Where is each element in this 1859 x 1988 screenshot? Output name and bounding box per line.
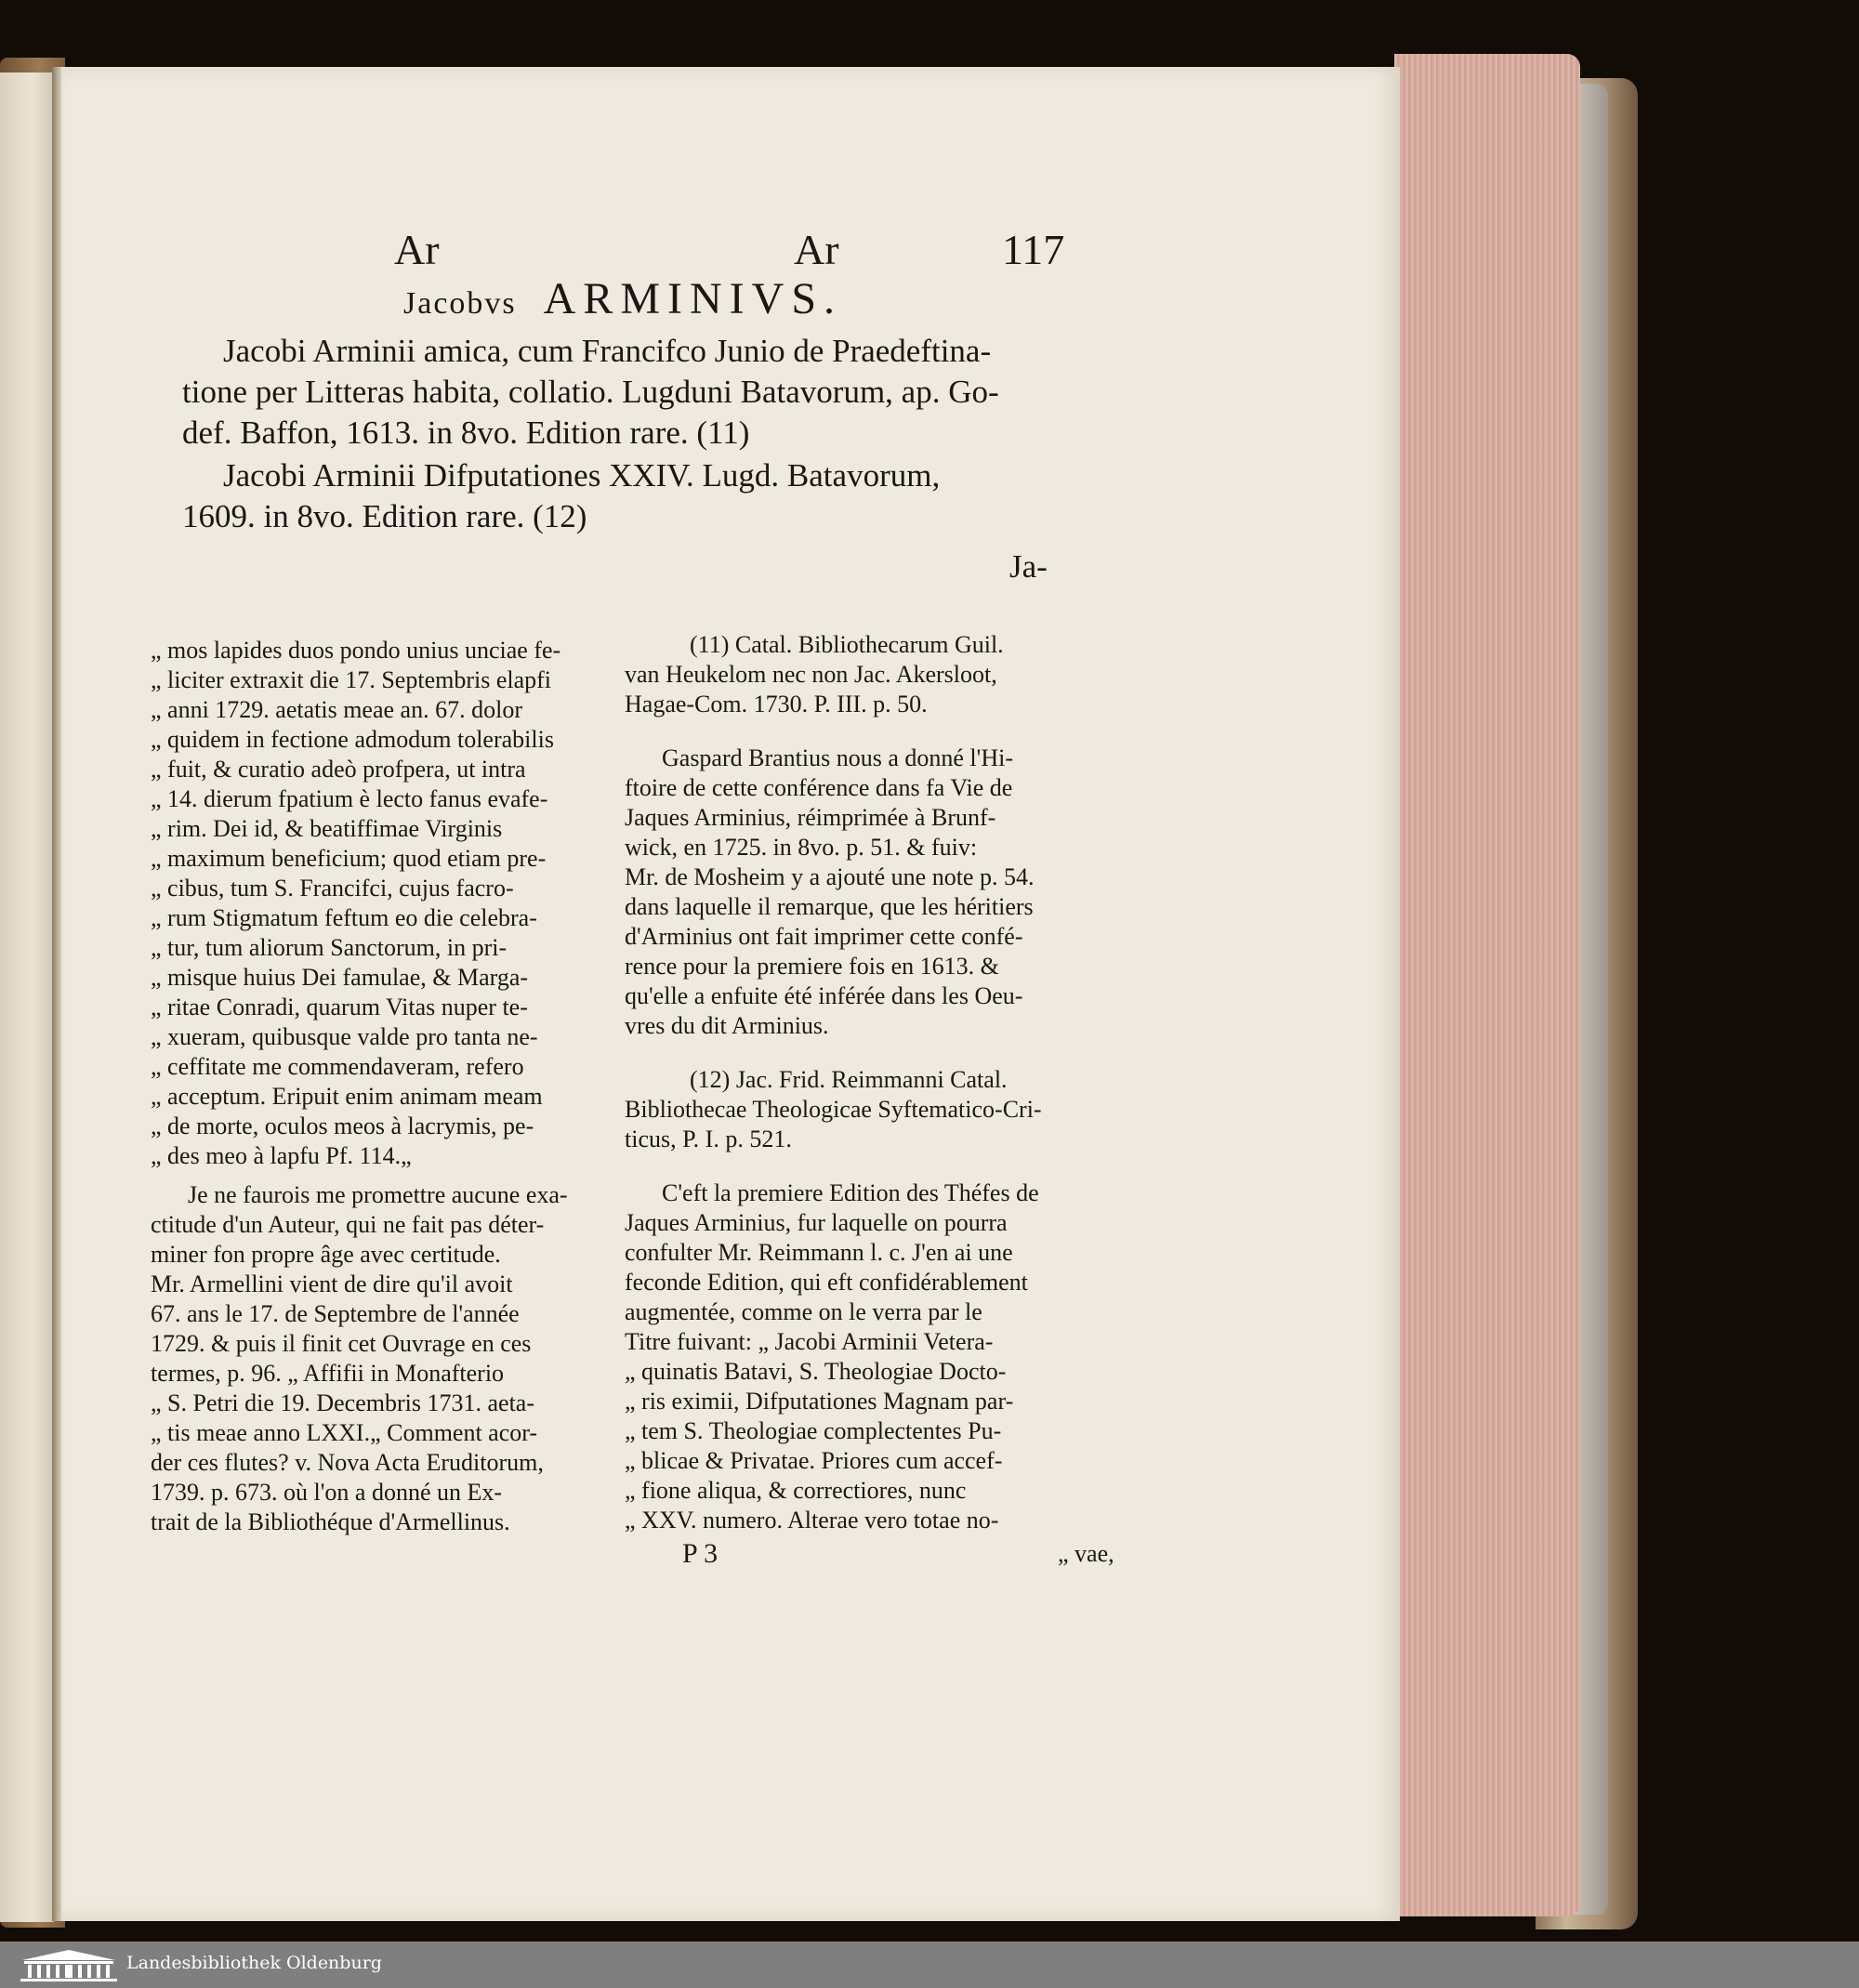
entry-line: Jacobi Arminii amica, cum Francifco Junio de Praedeftina- [223,333,992,369]
text-line: rence pour la premiere fois en 1613. & [625,953,999,980]
page-block-edges [1394,54,1580,1916]
text-line: „ rum Stigmatum feftum eo die celebra- [151,904,537,931]
book-page [61,67,1400,1921]
footnote-line: (12) Jac. Frid. Reimmanni Catal. [690,1066,1008,1093]
text-line: augmentée, comme on le verra par le [625,1298,982,1325]
library-name: Landesbibliothek Oldenburg [126,1953,382,1973]
text-line: vres du dit Arminius. [625,1012,829,1039]
text-line: ctitude d'un Auteur, qui ne fait pas déter- [151,1211,545,1238]
text-line: Mr. de Mosheim y a ajouté une note p. 54. [625,863,1035,890]
text-line: „ tis meae anno LXXI.„ Comment acor- [151,1419,538,1446]
title-last-name: ARMINIVS. [543,274,843,323]
text-line: Je ne faurois me promettre aucune exa- [188,1181,568,1208]
text-line: „ ris eximii, Difputationes Magnam par- [625,1388,1014,1415]
text-line: „ de morte, oculos meos à lacrymis, pe- [151,1112,534,1139]
text-line: C'eft la premiere Edition des Théfes de [662,1179,1039,1206]
text-line: „ liciter extraxit die 17. Septembris elapfi [151,666,552,693]
text-line: termes, p. 96. „ Affifii in Monafterio [151,1360,505,1387]
text-line: dans laquelle il remarque, que les héritiers [625,893,1034,920]
text-line: „ quinatis Batavi, S. Theologiae Docto- [625,1358,1007,1385]
text-line: qu'elle a enfuite été inférée dans les Oeu- [625,982,1023,1009]
bottom-catchword: „ vae, [1058,1540,1114,1567]
text-line: „ S. Petri die 19. Decembris 1731. aeta- [151,1389,534,1416]
text-line: d'Arminius ont fait imprimer cette confé- [625,923,1023,950]
text-line: confulter Mr. Reimmann l. c. J'en ai une [625,1239,1013,1266]
text-line: Titre fuivant: „ Jacobi Arminii Vetera- [625,1328,994,1355]
entry-line: Jacobi Arminii Difputationes XXIV. Lugd. Batavorum, [223,457,941,494]
text-line: ftoire de cette conférence dans fa Vie de [625,774,1013,801]
text-line: 67. ans le 17. de Septembre de l'année [151,1300,520,1327]
entry-line: def. Baffon, 1613. in 8vo. Edition rare. (11) [182,415,750,451]
text-line: „ fuit, & curatio adeò profpera, ut intra [151,756,526,783]
entry-line: tione per Litteras habita, collatio. Lugduni Batavorum, ap. Go- [182,374,999,410]
catchword: Ja- [1009,548,1048,585]
text-line: „ tem S. Theologiae complectentes Pu- [625,1417,1002,1444]
text-line: „ maximum beneficium; quod etiam pre- [151,845,547,872]
signature-mark: P 3 [682,1538,719,1569]
text-line: „ quidem in fectione admodum tolerabilis [151,726,554,753]
text-line: „ XXV. numero. Alterae vero totae no- [625,1507,999,1534]
text-line: 1729. & puis il finit cet Ouvrage en ces [151,1330,532,1357]
text-line: Mr. Armellini vient de dire qu'il avoit [151,1270,513,1297]
text-line: Gaspard Brantius nous a donné l'Hi- [662,744,1014,771]
entry-title [403,273,842,324]
text-line: „ cibus, tum S. Francifci, cujus facro- [151,875,514,902]
text-line: „ des meo à lapfu Pf. 114.„ [151,1142,412,1169]
text-line: „ xueram, quibusque valde pro tanta ne- [151,1023,538,1050]
footnote-line: ticus, P. I. p. 521. [625,1126,792,1152]
text-line: wick, en 1725. in 8vo. p. 51. & fuiv: [625,834,978,861]
text-line: Jaques Arminius, fur laquelle on pourra [625,1209,1008,1236]
text-line: „ acceptum. Eripuit enim animam meam [151,1083,543,1110]
text-line: „ tur, tum aliorum Sanctorum, in pri- [151,934,508,961]
text-line: „ fione aliqua, & correctiores, nunc [625,1477,967,1504]
text-line: „ ritae Conradi, quarum Vitas nuper te- [151,994,528,1020]
footnote-line: van Heukelom nec non Jac. Akersloot, [625,661,997,688]
footnote-line: Hagae-Com. 1730. P. III. p. 50. [625,691,928,718]
text-line: „ 14. dierum fpatium è lecto fanus evafe- [151,785,548,812]
text-line: Jaques Arminius, réimprimée à Brunf- [625,804,996,831]
running-head-left: Ar [394,226,440,273]
footnote-line: (11) Catal. Bibliothecarum Guil. [690,631,1004,658]
text-line: „ blicae & Privatae. Priores cum accef- [625,1447,1003,1474]
title-first-name: Jacobvs [403,286,517,321]
page-number: 117 [1002,226,1065,273]
footnote-line: Bibliothecae Theologicae Syftematico-Cri- [625,1096,1042,1123]
text-line: „ misque huius Dei famulae, & Marga- [151,964,529,991]
left-page-edge [0,72,54,1922]
text-line: „ ceffitate me commendaveram, refero [151,1053,524,1080]
footer-bar [0,1942,1859,1988]
text-line: 1739. p. 673. où l'on a donné un Ex- [151,1479,503,1506]
text-line: „ mos lapides duos pondo unius unciae fe- [151,637,561,664]
text-line: der ces flutes? v. Nova Acta Eruditorum, [151,1449,544,1476]
text-line: miner fon propre âge avec certitude. [151,1241,501,1268]
text-line: „ rim. Dei id, & beatiffimae Virginis [151,815,503,842]
text-line: „ anni 1729. aetatis meae an. 67. dolor [151,696,522,723]
entry-line: 1609. in 8vo. Edition rare. (12) [182,498,587,534]
running-head-center: Ar [794,226,839,273]
text-line: trait de la Bibliothéque d'Armellinus. [151,1508,510,1535]
text-line: feconde Edition, qui eft confidérablement [625,1269,1028,1296]
library-building-icon [17,1947,121,1982]
